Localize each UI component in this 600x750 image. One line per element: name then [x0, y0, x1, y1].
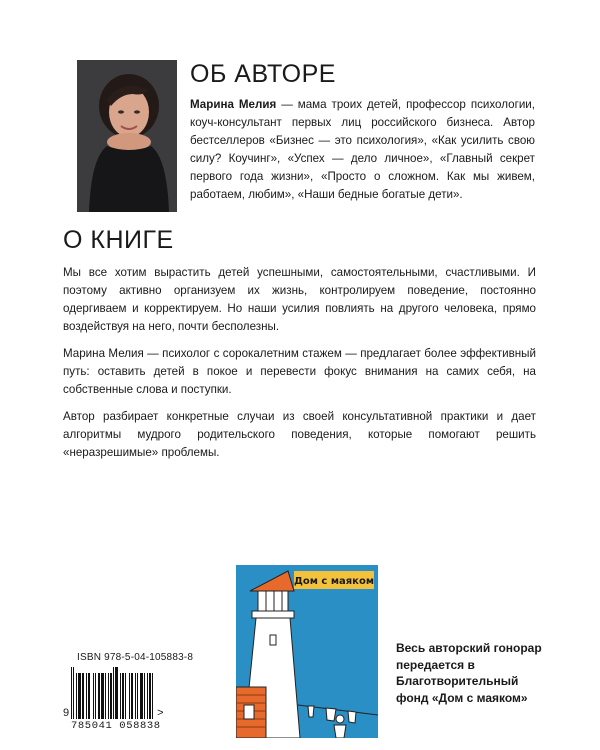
book-paragraph-1: Мы все хотим вырастить детей успешными, самостоятельными, счастливыми. И поэтому активно организуем их жизнь, контролируем поведение, постоянно одергиваем и корректируем. Но наши усилия повлиять на другого человека, прямо воздействуя на него, почти бесполезны.: [63, 266, 536, 333]
about-book-heading: О КНИГЕ: [63, 226, 174, 254]
barcode-first-digit: 9: [63, 707, 70, 719]
barcode-gap: [153, 667, 154, 719]
barcode-digits: 785041 058838: [71, 720, 161, 732]
lighthouse-logo: [236, 565, 378, 738]
fund-note: Весь авторский гонорар передается в Благотворительный фонд «Дом с маяком»: [396, 641, 542, 705]
barcode-bars: [71, 665, 154, 719]
lighthouse-icon: [236, 565, 378, 738]
logo-label: Дом с маяком: [293, 576, 375, 587]
author-photo: [77, 60, 177, 212]
book-paragraph-3: Автор разбирает конкретные случаи из своей консультативной практики и дает алгоритмы мудрого родительского поведения, которые помогают решить «неразрешимые» проблемы.: [63, 410, 536, 459]
author-portrait: [77, 60, 177, 212]
isbn-label: ISBN 978-5-04-105883-8: [77, 652, 194, 663]
book-paragraph-2: Марина Мелия — психолог с сорокалетним стажем — предлагает более эффективный путь: оставить детей в покое и перевести фокус внимания на самих себя, на собственные слова и поступки.: [63, 347, 536, 396]
barcode-block: [63, 652, 215, 732]
author-name: Марина Мелия: [190, 98, 277, 111]
book-description: [63, 264, 536, 471]
author-bio-text: — мама троих детей, профессор психологии, коуч-консультант первых лиц российского бизнеса. Автор бестселлеров «Бизнес — это психология», «Как усилить свою силу? Коучинг», «Успех — дело личное», «Главный секрет первого года жизни», «Просто о сложном. Как мы живем, работаем, любим», «Наши бедные богатые дети».: [190, 98, 535, 201]
about-author-heading: ОБ АВТОРЕ: [190, 60, 336, 88]
author-bio: [190, 96, 535, 204]
barcode-arrow: >: [157, 707, 164, 719]
